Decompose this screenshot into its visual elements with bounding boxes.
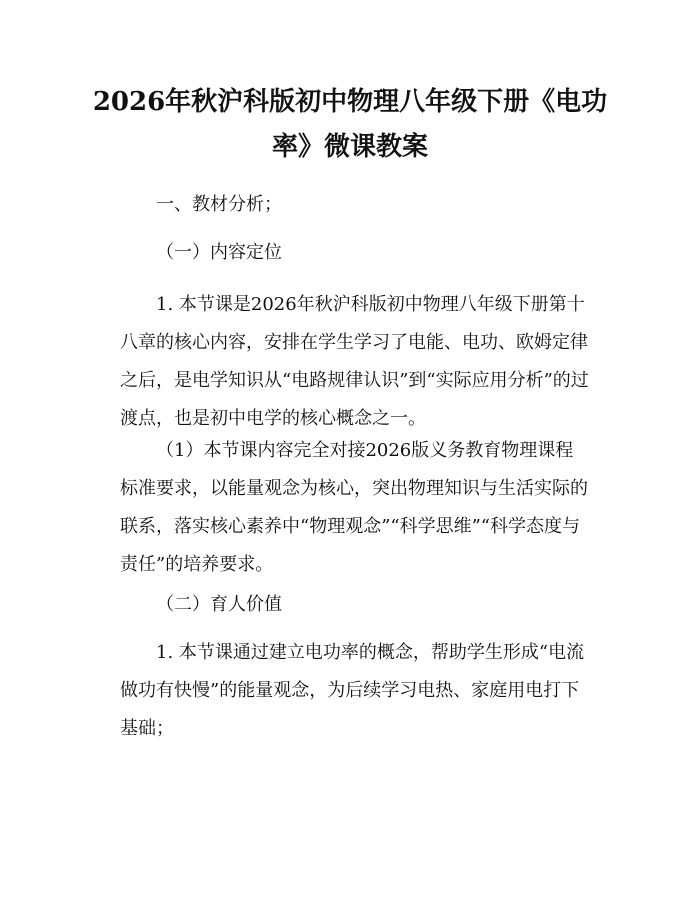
subsection-heading-content-positioning: （一）内容定位 (156, 242, 282, 263)
paragraph-educational-value-1: 1. 本节课通过建立电功率的概念，帮助学生形成“电流做功有快慢”的能量观念，为后续学习电热、家庭用电打下基础； (120, 642, 585, 739)
paragraph-curriculum-alignment: （1）本节课内容完全对接2026版义务教育物理课程标准要求，以能量观念为核心，突出物理知识与生活实际的联系，落实核心素养中“物理观念”“科学思维”“科学态度与责任”的培养要求。 (120, 440, 588, 575)
document-title-line-2: 率》微课教案 (271, 132, 428, 162)
section-heading-textbook-analysis: 一、教材分析； (156, 194, 282, 215)
document-title-line-1: 2026年秋沪科版初中物理八年级下册《电功 (92, 87, 608, 117)
subsection-heading-educational-value: （二）育人价值 (156, 594, 282, 615)
paragraph-content-positioning-1: 1. 本节课是2026年秋沪科版初中物理八年级下册第十八章的核心内容，安排在学生学习了电能、电功、欧姆定律之后，是电学知识从“电路规律认识”到“实际应用分析”的过渡点，也是初中电学的核心概念之一。 (120, 294, 589, 429)
